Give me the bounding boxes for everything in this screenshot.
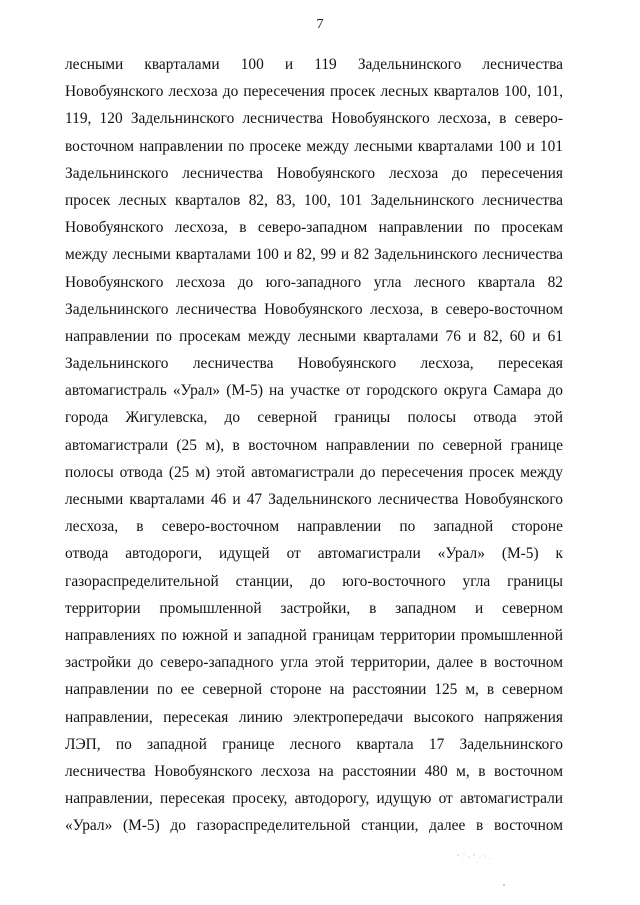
text-line: Новобуянского лесхоза до пересечения просек лесных кварталов 100, 101,	[65, 83, 563, 101]
text-line: направлениях по южной и западной границам территории промышленной	[65, 626, 563, 644]
text-line: отвода автодороги, идущей от автомагистрали «Урал» (М-5) к	[65, 545, 563, 563]
text-line: направлении, пересекая просеку, автодорогу, идущую от автомагистрали	[65, 790, 563, 808]
text-line: между лесными кварталами 100 и 82, 99 и 82 Задельнинского лесничества	[65, 246, 563, 264]
page-number: 7	[316, 17, 324, 32]
text-line: лесничества Новобуянского лесхоза на расстоянии 480 м, в восточном	[65, 762, 563, 780]
text-line: автомагистрали (25 м), в восточном направлении по северной границе	[65, 436, 563, 454]
text-line: города Жигулевска, до северной границы полосы отвода этой	[65, 409, 563, 427]
text-line: лесхоза, в северо-восточном направлении по западной стороне	[65, 518, 563, 536]
text-line: «Урал» (М-5) до газораспределительной станции, далее в восточном	[65, 817, 563, 835]
document-body	[65, 51, 563, 839]
text-line: направлении по ее северной стороне на расстоянии 125 м, в северном	[65, 681, 563, 699]
text-line: территории промышленной застройки, в западном и северном	[65, 599, 563, 617]
text-line: Задельнинского лесничества Новобуянского лесхоза, пересекая	[65, 355, 563, 373]
text-line: ЛЭП, по западной границе лесного квартала 17 Задельнинского	[65, 735, 563, 753]
text-line: автомагистраль «Урал» (М-5) на участке от городского округа Самара до	[65, 382, 563, 400]
text-line: Новобуянского лесхоза, в северо-западном направлении по просекам	[65, 219, 563, 237]
text-line: лесными кварталами 46 и 47 Задельнинского лесничества Новобуянского	[65, 491, 563, 508]
text-line: направлении по просекам между лесными кварталами 76 и 82, 60 и 61	[65, 327, 563, 345]
text-line: полосы отвода (25 м) этой автомагистрали до пересечения просек между	[65, 463, 563, 481]
text-line: 119, 120 Задельнинского лесничества Новобуянского лесхоза, в северо-	[65, 110, 563, 128]
text-line: Задельнинского лесничества Новобуянского лесхоза, в северо-восточном	[65, 300, 563, 318]
text-line: Задельнинского лесничества Новобуянского лесхоза до пересечения	[65, 164, 563, 182]
text-line: просек лесных кварталов 82, 83, 100, 101 Задельнинского лесничества	[65, 191, 563, 209]
text-line: лесными кварталами 100 и 119 Задельнинского лесничества	[65, 56, 563, 73]
text-line: направлении, пересекая линию электропередачи высокого напряжения	[65, 708, 563, 726]
text-line: восточном направлении по просеке между лесными кварталами 100 и 101	[65, 137, 563, 155]
text-line: газораспределительной станции, до юго-восточного угла границы	[65, 572, 563, 590]
text-line: Новобуянского лесхоза до юго-западного угла лесного квартала 82	[65, 273, 563, 291]
scan-noise-specks	[450, 845, 540, 895]
text-line: застройки до северо-западного угла этой территории, далее в восточном	[65, 654, 563, 672]
